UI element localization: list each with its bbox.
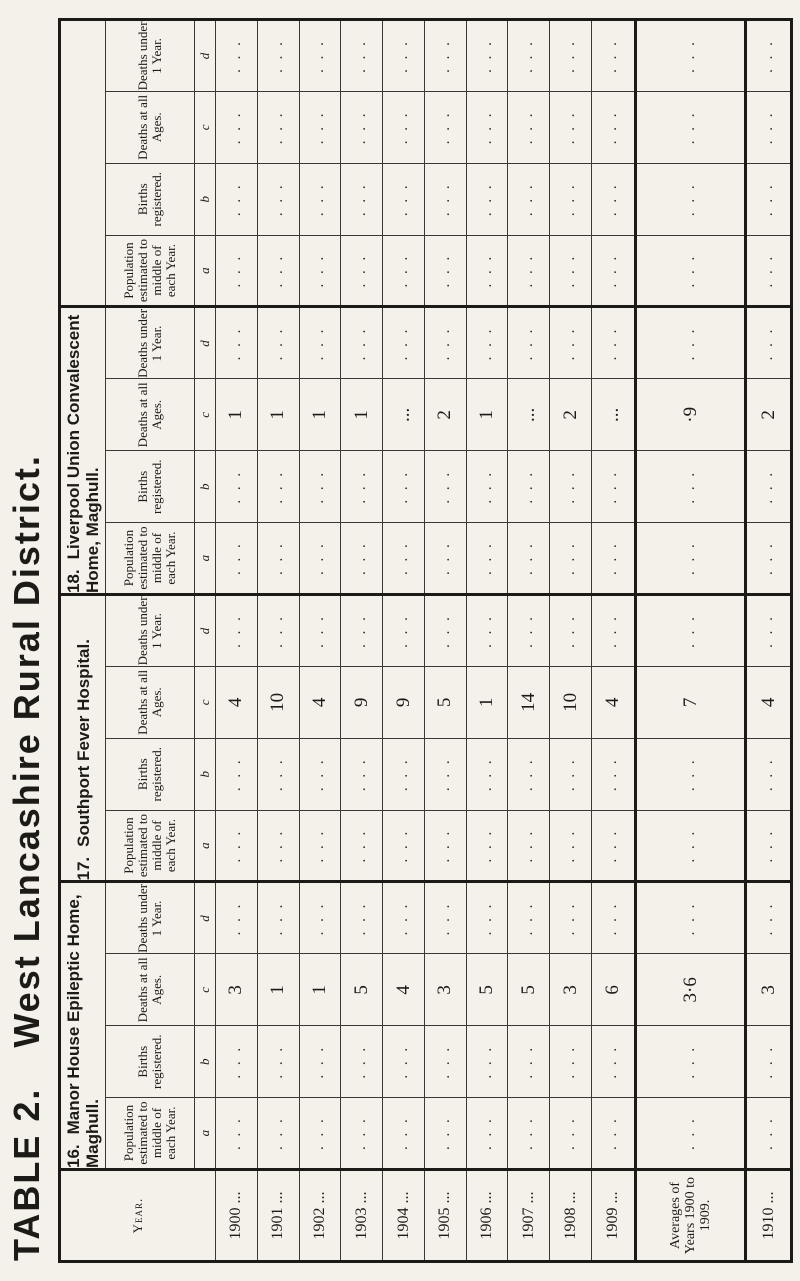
empty-dotted-cell: . . .: [424, 91, 466, 163]
empty-dotted-cell: . . .: [746, 307, 792, 379]
table-row: [466, 20, 508, 1262]
empty-dotted-cell: . . .: [341, 91, 383, 163]
empty-dotted-cell: . . .: [341, 20, 383, 92]
empty-dotted-cell: . . .: [299, 451, 341, 523]
empty-dotted-cell: . . .: [550, 882, 592, 954]
empty-dotted-cell: . . .: [424, 523, 466, 595]
data-cell: 2: [424, 379, 466, 451]
table-row: [635, 20, 746, 1262]
year-label: 1902 ...: [299, 1170, 341, 1262]
empty-dotted-cell: . . .: [383, 20, 425, 92]
vital-statistics-table: [58, 18, 793, 1263]
empty-dotted-cell: . . .: [592, 91, 636, 163]
empty-dotted-cell: . . .: [508, 738, 550, 810]
empty-dotted-cell: . . .: [216, 1026, 258, 1098]
empty-dotted-cell: . . .: [746, 1026, 792, 1098]
empty-dotted-cell: . . .: [635, 307, 746, 379]
data-cell: 4: [299, 666, 341, 738]
column-unit-letter: c: [195, 379, 216, 451]
empty-dotted-cell: . . .: [746, 882, 792, 954]
empty-dotted-cell: . . .: [508, 91, 550, 163]
empty-dotted-cell: . . .: [466, 738, 508, 810]
empty-dotted-cell: . . .: [341, 595, 383, 667]
empty-dotted-cell: . . .: [216, 1098, 258, 1170]
empty-dotted-cell: . . .: [746, 523, 792, 595]
section-name: Manor House Epileptic Home, Maghull.: [64, 894, 102, 1168]
empty-dotted-cell: . . .: [299, 20, 341, 92]
column-header: Deaths at all Ages.: [106, 666, 195, 738]
column-unit-letter: d: [195, 307, 216, 379]
section-header-row: [60, 20, 106, 1262]
empty-dotted-cell: . . .: [466, 235, 508, 307]
empty-dotted-cell: . . .: [466, 451, 508, 523]
year-label: 1900 ...: [216, 1170, 258, 1262]
empty-dotted-cell: . . .: [635, 20, 746, 92]
data-cell: ...: [592, 379, 636, 451]
year-label: 1904 ...: [383, 1170, 425, 1262]
empty-dotted-cell: . . .: [299, 307, 341, 379]
empty-dotted-cell: . . .: [216, 20, 258, 92]
column-header: Population estimated to middle of each Year.: [106, 1098, 195, 1170]
empty-dotted-cell: . . .: [508, 595, 550, 667]
empty-dotted-cell: . . .: [592, 738, 636, 810]
column-header: Deaths at all Ages.: [106, 379, 195, 451]
empty-dotted-cell: . . .: [424, 163, 466, 235]
year-label: 1909 ...: [592, 1170, 636, 1262]
empty-dotted-cell: . . .: [550, 810, 592, 882]
column-unit-letter: c: [195, 954, 216, 1026]
data-cell: 2: [746, 379, 792, 451]
section-header: [60, 595, 106, 883]
column-unit-letter: b: [195, 163, 216, 235]
empty-dotted-cell: . . .: [424, 738, 466, 810]
empty-dotted-cell: . . .: [550, 595, 592, 667]
year-label: 1906 ...: [466, 1170, 508, 1262]
empty-dotted-cell: . . .: [383, 738, 425, 810]
table-row: [592, 20, 636, 1262]
data-cell: 4: [746, 666, 792, 738]
year-label: Averages of Years 1900 to 1909.: [635, 1170, 746, 1262]
column-header: Deaths under 1 Year.: [106, 595, 195, 667]
empty-dotted-cell: . . .: [508, 235, 550, 307]
empty-dotted-cell: . . .: [635, 1026, 746, 1098]
table-title: [6, 426, 48, 1261]
data-cell: 1: [257, 954, 299, 1026]
empty-dotted-cell: . . .: [424, 307, 466, 379]
empty-dotted-cell: . . .: [635, 595, 746, 667]
empty-dotted-cell: . . .: [508, 1026, 550, 1098]
empty-dotted-cell: . . .: [550, 307, 592, 379]
data-cell: 2: [550, 379, 592, 451]
column-unit-letter: a: [195, 523, 216, 595]
data-cell: 1: [216, 379, 258, 451]
empty-dotted-cell: . . .: [592, 523, 636, 595]
empty-dotted-cell: . . .: [216, 91, 258, 163]
empty-dotted-cell: . . .: [216, 595, 258, 667]
data-cell: 4: [383, 954, 425, 1026]
empty-dotted-cell: . . .: [383, 307, 425, 379]
table-number: TABLE 2.: [6, 1087, 47, 1261]
empty-dotted-cell: . . .: [466, 20, 508, 92]
table-row: [550, 20, 592, 1262]
column-unit-letter: a: [195, 235, 216, 307]
empty-dotted-cell: . . .: [257, 91, 299, 163]
empty-dotted-cell: . . .: [635, 738, 746, 810]
empty-dotted-cell: . . .: [592, 882, 636, 954]
empty-dotted-cell: . . .: [466, 1098, 508, 1170]
data-cell: ...: [508, 379, 550, 451]
empty-dotted-cell: . . .: [424, 882, 466, 954]
data-cell: 3: [550, 954, 592, 1026]
empty-dotted-cell: . . .: [466, 595, 508, 667]
column-unit-letter: b: [195, 1026, 216, 1098]
empty-dotted-cell: . . .: [746, 20, 792, 92]
empty-dotted-cell: . . .: [746, 163, 792, 235]
empty-dotted-cell: . . .: [635, 163, 746, 235]
empty-dotted-cell: . . .: [508, 1098, 550, 1170]
empty-dotted-cell: . . .: [466, 1026, 508, 1098]
empty-dotted-cell: . . .: [635, 451, 746, 523]
empty-dotted-cell: . . .: [746, 235, 792, 307]
empty-dotted-cell: . . .: [746, 595, 792, 667]
empty-dotted-cell: . . .: [341, 882, 383, 954]
empty-dotted-cell: . . .: [216, 810, 258, 882]
section-header: [60, 20, 106, 308]
empty-dotted-cell: . . .: [550, 1026, 592, 1098]
data-cell: 6: [592, 954, 636, 1026]
empty-dotted-cell: . . .: [746, 91, 792, 163]
section-number: 16.: [64, 1144, 83, 1168]
empty-dotted-cell: . . .: [257, 810, 299, 882]
empty-dotted-cell: . . .: [341, 451, 383, 523]
column-header: Population estimated to middle of each Year.: [106, 810, 195, 882]
empty-dotted-cell: . . .: [424, 1098, 466, 1170]
empty-dotted-cell: . . .: [383, 91, 425, 163]
empty-dotted-cell: . . .: [341, 163, 383, 235]
empty-dotted-cell: . . .: [550, 163, 592, 235]
empty-dotted-cell: . . .: [466, 163, 508, 235]
empty-dotted-cell: . . .: [299, 235, 341, 307]
empty-dotted-cell: . . .: [466, 810, 508, 882]
empty-dotted-cell: . . .: [508, 451, 550, 523]
empty-dotted-cell: . . .: [635, 810, 746, 882]
empty-dotted-cell: . . .: [383, 235, 425, 307]
empty-dotted-cell: . . .: [216, 163, 258, 235]
section-name: Southport Fever Hospital.: [73, 639, 93, 847]
data-cell: 10: [257, 666, 299, 738]
empty-dotted-cell: . . .: [299, 882, 341, 954]
empty-dotted-cell: . . .: [216, 738, 258, 810]
empty-dotted-cell: . . .: [216, 882, 258, 954]
data-cell: 7: [635, 666, 746, 738]
data-cell: 4: [592, 666, 636, 738]
empty-dotted-cell: . . .: [592, 307, 636, 379]
empty-dotted-cell: . . .: [592, 163, 636, 235]
empty-dotted-cell: . . .: [635, 523, 746, 595]
column-header: Deaths at all Ages.: [106, 91, 195, 163]
table-row: [424, 20, 466, 1262]
data-cell: 1: [257, 379, 299, 451]
column-unit-letter: c: [195, 666, 216, 738]
empty-dotted-cell: . . .: [341, 1098, 383, 1170]
section-number: 18.: [64, 569, 83, 593]
empty-dotted-cell: . . .: [508, 307, 550, 379]
column-header: Population estimated to middle of each Year.: [106, 235, 195, 307]
empty-dotted-cell: . . .: [635, 91, 746, 163]
empty-dotted-cell: . . .: [550, 451, 592, 523]
empty-dotted-cell: . . .: [216, 523, 258, 595]
empty-dotted-cell: . . .: [257, 307, 299, 379]
empty-dotted-cell: . . .: [383, 523, 425, 595]
empty-dotted-cell: . . .: [257, 235, 299, 307]
year-label: 1908 ...: [550, 1170, 592, 1262]
column-header: Births registered.: [106, 451, 195, 523]
empty-dotted-cell: . . .: [424, 595, 466, 667]
empty-dotted-cell: . . .: [257, 163, 299, 235]
table-row: [341, 20, 383, 1262]
section-name: Liverpool Union Convalescent Home, Maghull.: [64, 314, 102, 593]
empty-dotted-cell: . . .: [424, 1026, 466, 1098]
column-header: Deaths under 1 Year.: [106, 882, 195, 954]
data-cell: 3·6: [635, 954, 746, 1026]
year-column-header: Year.: [60, 1170, 216, 1262]
empty-dotted-cell: . . .: [257, 882, 299, 954]
data-cell: 3: [216, 954, 258, 1026]
section-header: [60, 307, 106, 595]
empty-dotted-cell: . . .: [466, 91, 508, 163]
empty-dotted-cell: . . .: [424, 810, 466, 882]
empty-dotted-cell: . . .: [592, 810, 636, 882]
column-unit-letter: a: [195, 1098, 216, 1170]
empty-dotted-cell: . . .: [383, 595, 425, 667]
data-cell: 14: [508, 666, 550, 738]
column-unit-letter: a: [195, 810, 216, 882]
empty-dotted-cell: . . .: [216, 307, 258, 379]
data-cell: 4: [216, 666, 258, 738]
column-unit-letter: b: [195, 738, 216, 810]
data-cell: 1: [341, 379, 383, 451]
empty-dotted-cell: . . .: [257, 595, 299, 667]
empty-dotted-cell: . . .: [746, 810, 792, 882]
year-label: 1905 ...: [424, 1170, 466, 1262]
table-row: [299, 20, 341, 1262]
column-unit-letter: c: [195, 91, 216, 163]
data-cell: 5: [341, 954, 383, 1026]
empty-dotted-cell: . . .: [299, 523, 341, 595]
empty-dotted-cell: . . .: [257, 1098, 299, 1170]
empty-dotted-cell: . . .: [257, 523, 299, 595]
column-header-row: [106, 20, 195, 1262]
empty-dotted-cell: . . .: [257, 20, 299, 92]
column-header: Births registered.: [106, 163, 195, 235]
empty-dotted-cell: . . .: [592, 451, 636, 523]
empty-dotted-cell: . . .: [550, 523, 592, 595]
empty-dotted-cell: . . .: [592, 595, 636, 667]
empty-dotted-cell: . . .: [635, 1098, 746, 1170]
empty-dotted-cell: . . .: [383, 1098, 425, 1170]
table-row: [216, 20, 258, 1262]
year-label: 1907 ...: [508, 1170, 550, 1262]
year-label: 1903 ...: [341, 1170, 383, 1262]
column-unit-letter: d: [195, 20, 216, 92]
data-cell: 1: [299, 379, 341, 451]
column-unit-letter: d: [195, 882, 216, 954]
column-unit-row: [195, 20, 216, 1262]
data-cell: 5: [466, 954, 508, 1026]
column-header: Deaths under 1 Year.: [106, 307, 195, 379]
empty-dotted-cell: . . .: [299, 163, 341, 235]
empty-dotted-cell: . . .: [424, 451, 466, 523]
table-row: [257, 20, 299, 1262]
section-number: 17.: [73, 856, 93, 881]
column-header: Births registered.: [106, 738, 195, 810]
empty-dotted-cell: . . .: [341, 1026, 383, 1098]
year-label: 1901 ...: [257, 1170, 299, 1262]
empty-dotted-cell: . . .: [299, 595, 341, 667]
column-unit-letter: d: [195, 595, 216, 667]
empty-dotted-cell: . . .: [383, 451, 425, 523]
empty-dotted-cell: . . .: [257, 451, 299, 523]
data-cell: 9: [383, 666, 425, 738]
empty-dotted-cell: . . .: [550, 738, 592, 810]
empty-dotted-cell: . . .: [341, 810, 383, 882]
empty-dotted-cell: . . .: [635, 882, 746, 954]
empty-dotted-cell: . . .: [508, 882, 550, 954]
data-cell: ...: [383, 379, 425, 451]
column-unit-letter: b: [195, 451, 216, 523]
empty-dotted-cell: . . .: [466, 523, 508, 595]
empty-dotted-cell: . . .: [257, 1026, 299, 1098]
empty-dotted-cell: . . .: [592, 1026, 636, 1098]
column-header: Deaths under 1 Year.: [106, 20, 195, 92]
data-cell: 3: [746, 954, 792, 1026]
data-cell: 10: [550, 666, 592, 738]
empty-dotted-cell: . . .: [299, 810, 341, 882]
table-row: [746, 20, 792, 1262]
district-name: West Lancashire Rural District.: [6, 454, 47, 1048]
empty-dotted-cell: . . .: [383, 810, 425, 882]
empty-dotted-cell: . . .: [635, 235, 746, 307]
empty-dotted-cell: . . .: [383, 163, 425, 235]
table-row: [383, 20, 425, 1262]
empty-dotted-cell: . . .: [257, 738, 299, 810]
empty-dotted-cell: . . .: [466, 307, 508, 379]
column-header: Births registered.: [106, 1026, 195, 1098]
empty-dotted-cell: . . .: [383, 882, 425, 954]
data-cell: 1: [299, 954, 341, 1026]
empty-dotted-cell: . . .: [592, 20, 636, 92]
data-cell: 5: [508, 954, 550, 1026]
empty-dotted-cell: . . .: [341, 235, 383, 307]
empty-dotted-cell: . . .: [424, 20, 466, 92]
empty-dotted-cell: . . .: [341, 523, 383, 595]
empty-dotted-cell: . . .: [299, 91, 341, 163]
empty-dotted-cell: . . .: [592, 235, 636, 307]
year-label: 1910 ...: [746, 1170, 792, 1262]
empty-dotted-cell: . . .: [299, 1026, 341, 1098]
data-cell: 1: [466, 666, 508, 738]
empty-dotted-cell: . . .: [466, 882, 508, 954]
section-header: [60, 882, 106, 1170]
empty-dotted-cell: . . .: [550, 91, 592, 163]
empty-dotted-cell: . . .: [508, 163, 550, 235]
empty-dotted-cell: . . .: [341, 307, 383, 379]
empty-dotted-cell: . . .: [216, 235, 258, 307]
empty-dotted-cell: . . .: [299, 738, 341, 810]
empty-dotted-cell: . . .: [746, 738, 792, 810]
data-cell: ·9: [635, 379, 746, 451]
empty-dotted-cell: . . .: [550, 20, 592, 92]
empty-dotted-cell: . . .: [508, 523, 550, 595]
empty-dotted-cell: . . .: [383, 1026, 425, 1098]
empty-dotted-cell: . . .: [424, 235, 466, 307]
empty-dotted-cell: . . .: [216, 451, 258, 523]
column-header: Deaths at all Ages.: [106, 954, 195, 1026]
empty-dotted-cell: . . .: [508, 810, 550, 882]
empty-dotted-cell: . . .: [550, 235, 592, 307]
empty-dotted-cell: . . .: [341, 738, 383, 810]
table-row: [508, 20, 550, 1262]
data-cell: 1: [466, 379, 508, 451]
data-cell: 9: [341, 666, 383, 738]
column-header: Population estimated to middle of each Year.: [106, 523, 195, 595]
empty-dotted-cell: . . .: [508, 20, 550, 92]
empty-dotted-cell: . . .: [299, 1098, 341, 1170]
empty-dotted-cell: . . .: [746, 451, 792, 523]
empty-dotted-cell: . . .: [592, 1098, 636, 1170]
data-cell: 5: [424, 666, 466, 738]
empty-dotted-cell: . . .: [746, 1098, 792, 1170]
empty-dotted-cell: . . .: [550, 1098, 592, 1170]
data-cell: 3: [424, 954, 466, 1026]
